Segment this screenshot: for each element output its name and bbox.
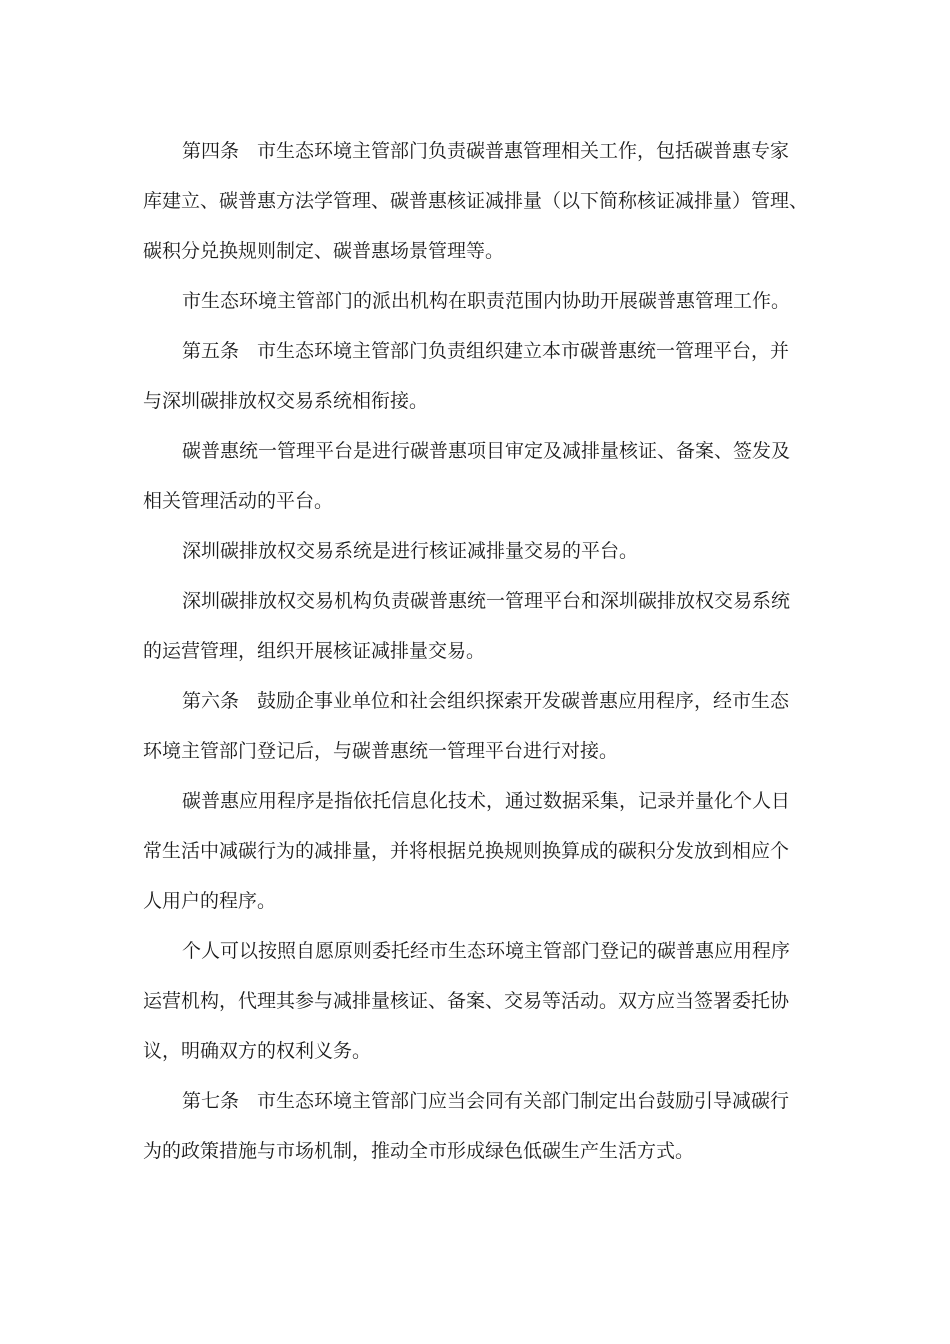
- article-5-line-2: 与深圳碳排放权交易系统相衔接。: [143, 390, 429, 412]
- article-5-paragraph-2-line-1: 碳普惠统一管理平台是进行碳普惠项目审定及减排量核证、备案、签发及: [182, 440, 791, 462]
- article-6-paragraph-2-line-3: 人用户的程序。: [143, 890, 277, 912]
- article-4-line-1: [182, 126, 789, 176]
- article-5-line-1: [182, 326, 789, 376]
- article-6-paragraph-2-line-2: 常生活中减碳行为的减排量，并将根据兑换规则换算成的碳积分发放到相应个: [143, 840, 790, 862]
- article-6-line-1: [182, 676, 789, 726]
- article-6-paragraph-3-line-3: 议，明确双方的权利义务。: [143, 1040, 372, 1062]
- article-4-line-2: 库建立、碳普惠方法学管理、碳普惠核证减排量（以下简称核证减排量）管理、: [143, 190, 809, 212]
- article-6-text: 鼓励企事业单位和社会组织探索开发碳普惠应用程序，经市生态: [257, 690, 790, 712]
- article-7-line-2: 为的政策措施与市场机制，推动全市形成绿色低碳生产生活方式。: [143, 1140, 695, 1162]
- article-6-paragraph-3-line-2: 运营机构，代理其参与减排量核证、备案、交易等活动。双方应当签署委托协: [143, 990, 790, 1012]
- article-6-paragraph-2-line-1: 碳普惠应用程序是指依托信息化技术，通过数据采集，记录并量化个人日: [182, 790, 791, 812]
- article-5-paragraph-4-line-2: 的运营管理，组织开展核证减排量交易。: [143, 640, 486, 662]
- article-4-text: 市生态环境主管部门负责碳普惠管理相关工作，包括碳普惠专家: [257, 140, 790, 162]
- article-5-paragraph-3: 深圳碳排放权交易系统是进行核证减排量交易的平台。: [182, 540, 639, 562]
- article-6-line-2: 环境主管部门登记后，与碳普惠统一管理平台进行对接。: [143, 740, 619, 762]
- article-5-text: 市生态环境主管部门负责组织建立本市碳普惠统一管理平台，并: [257, 340, 790, 362]
- article-6-heading: 第六条: [182, 690, 240, 712]
- article-7-line-1: [182, 1076, 789, 1126]
- article-7-text: 市生态环境主管部门应当会同有关部门制定出台鼓励引导减碳行: [257, 1090, 790, 1112]
- article-4-heading: 第四条: [182, 140, 240, 162]
- article-5-paragraph-2-line-2: 相关管理活动的平台。: [143, 490, 334, 512]
- article-6-paragraph-3-line-1: 个人可以按照自愿原则委托经市生态环境主管部门登记的碳普惠应用程序: [182, 940, 791, 962]
- article-5-heading: 第五条: [182, 340, 240, 362]
- article-4-paragraph-2: 市生态环境主管部门的派出机构在职责范围内协助开展碳普惠管理工作。: [182, 290, 791, 312]
- article-4-line-3: 碳积分兑换规则制定、碳普惠场景管理等。: [143, 240, 505, 262]
- article-7-heading: 第七条: [182, 1090, 240, 1112]
- article-5-paragraph-4-line-1: 深圳碳排放权交易机构负责碳普惠统一管理平台和深圳碳排放权交易系统: [182, 590, 791, 612]
